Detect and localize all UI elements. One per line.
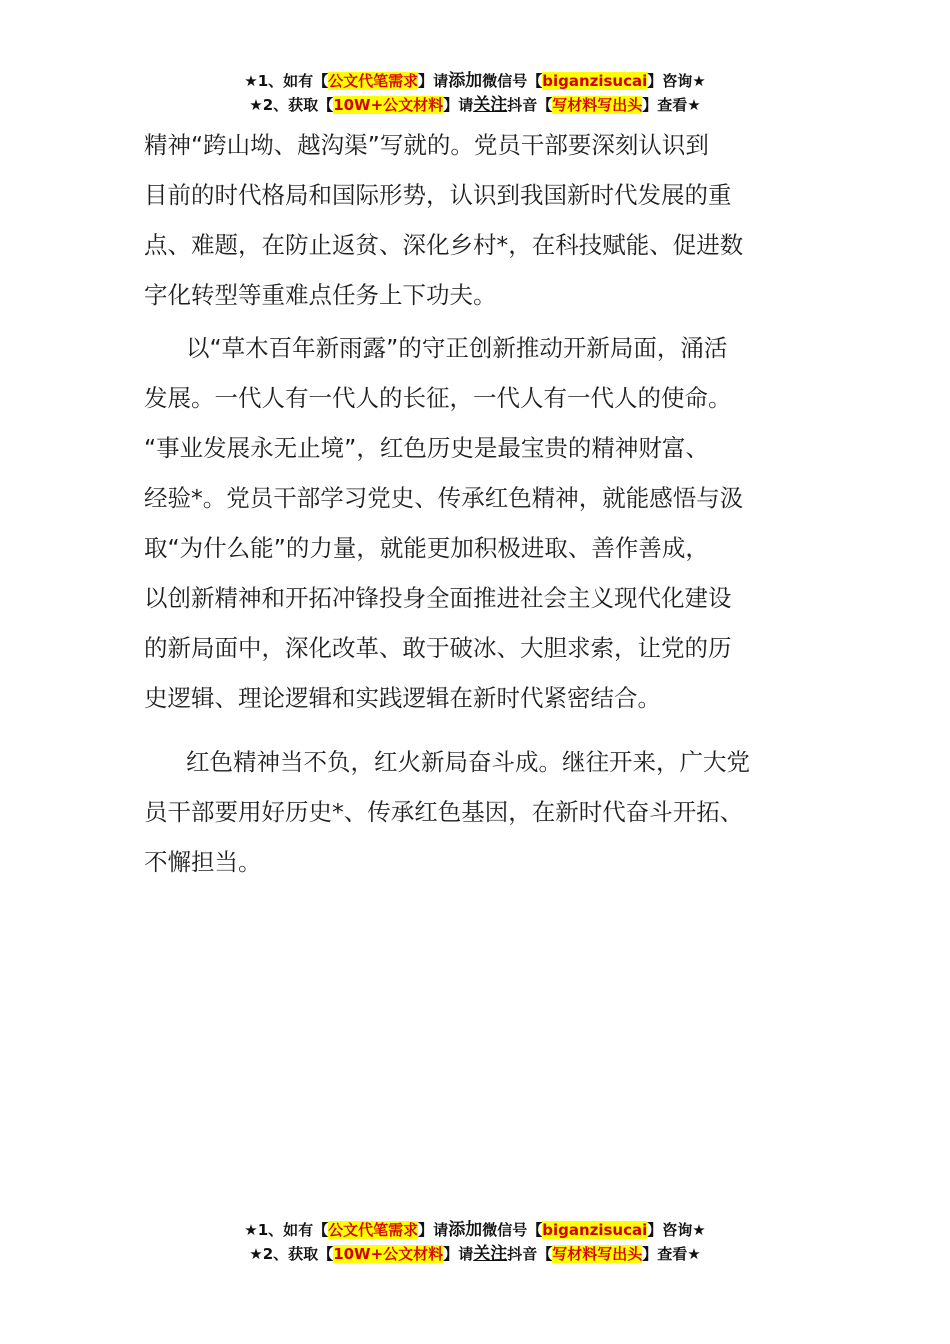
banner-text: 】请: [418, 72, 449, 90]
banner-text: 抖音【: [507, 1245, 553, 1263]
banner-line-1: [0, 69, 950, 93]
banner-text: 】咨询★: [647, 72, 706, 90]
banner-highlight: 公文代笔需求: [328, 72, 419, 90]
banner-text: 】请: [418, 1221, 449, 1239]
banner-line-2: [0, 1242, 950, 1266]
text-line: 精神“跨山坳、越沟渠”写就的。党员干部要深刻认识到: [144, 131, 709, 159]
text-line: 发展。一代人有一代人的长征，一代人有一代人的使命。: [144, 384, 732, 412]
text-line: 的新局面中，深化改革、敢于破冰、大胆求索，让党的历: [144, 634, 732, 662]
banner-line-1: [0, 1218, 950, 1242]
banner-text: 】查看★: [642, 1245, 701, 1263]
banner-highlight: biganzisucai: [542, 1221, 648, 1239]
text-line: 经验*。党员干部学习党史、传承红色精神，就能感悟与汲: [144, 484, 744, 512]
banner-highlight: 写材料写出头: [552, 96, 643, 114]
paragraph-3: [144, 737, 812, 887]
text-line: 字化转型等重难点任务上下功夫。: [144, 281, 497, 309]
text-line: 红色精神当不负，红火新局奋斗成。继往开来，广大党: [186, 748, 750, 776]
banner-highlight: 公文代笔需求: [328, 1221, 419, 1239]
text-line: “事业发展永无止境”，红色历史是最宝贵的精神财富、: [144, 434, 709, 462]
banner-text: 微信号【: [482, 72, 543, 90]
banner-text: ★2、获取【: [249, 96, 334, 114]
text-line: 不懈担当。: [144, 848, 262, 876]
paragraph-1: [144, 120, 812, 320]
banner-text: ★1、如有【: [244, 1221, 329, 1239]
text-line: 员干部要用好历史*、传承红色基因，在新时代奋斗开拓、: [144, 798, 744, 826]
banner-text: 】查看★: [642, 96, 701, 114]
banner-highlight: biganzisucai: [542, 72, 648, 90]
text-line: 点、难题，在防止返贫、深化乡村*，在科技赋能、促进数: [144, 231, 744, 259]
text-line: 以创新精神和开拓冲锋投身全面推进社会主义现代化建设: [144, 584, 732, 612]
banner-emphasis: 添加: [448, 1220, 483, 1240]
banner-emphasis: 添加: [448, 71, 483, 91]
banner-highlight: 写材料写出头: [552, 1245, 643, 1263]
text-line: 以“草木百年新雨露”的守正创新推动开新局面，涌活: [186, 334, 728, 362]
banner-text: ★1、如有【: [244, 72, 329, 90]
banner-highlight: 10W+公文材料: [333, 1245, 444, 1263]
banner-text: 微信号【: [482, 1221, 543, 1239]
banner-text: 】请: [443, 1245, 474, 1263]
text-line: 取“为什么能”的力量，就能更加积极进取、善作善成，: [144, 534, 709, 562]
footer-banner: [0, 1218, 950, 1266]
banner-text: 抖音【: [507, 96, 553, 114]
banner-text: 】咨询★: [647, 1221, 706, 1239]
text-line: 目前的时代格局和国际形势，认识到我国新时代发展的重: [144, 181, 732, 209]
paragraph-2: [144, 323, 812, 723]
banner-text: ★2、获取【: [249, 1245, 334, 1263]
banner-line-2: [0, 93, 950, 117]
banner-text: 】请: [443, 96, 474, 114]
header-banner: [0, 69, 950, 117]
text-line: 史逻辑、理论逻辑和实践逻辑在新时代紧密结合。: [144, 684, 661, 712]
banner-emphasis: 关注: [473, 1244, 508, 1264]
banner-emphasis: 关注: [473, 95, 508, 115]
banner-highlight: 10W+公文材料: [333, 96, 444, 114]
